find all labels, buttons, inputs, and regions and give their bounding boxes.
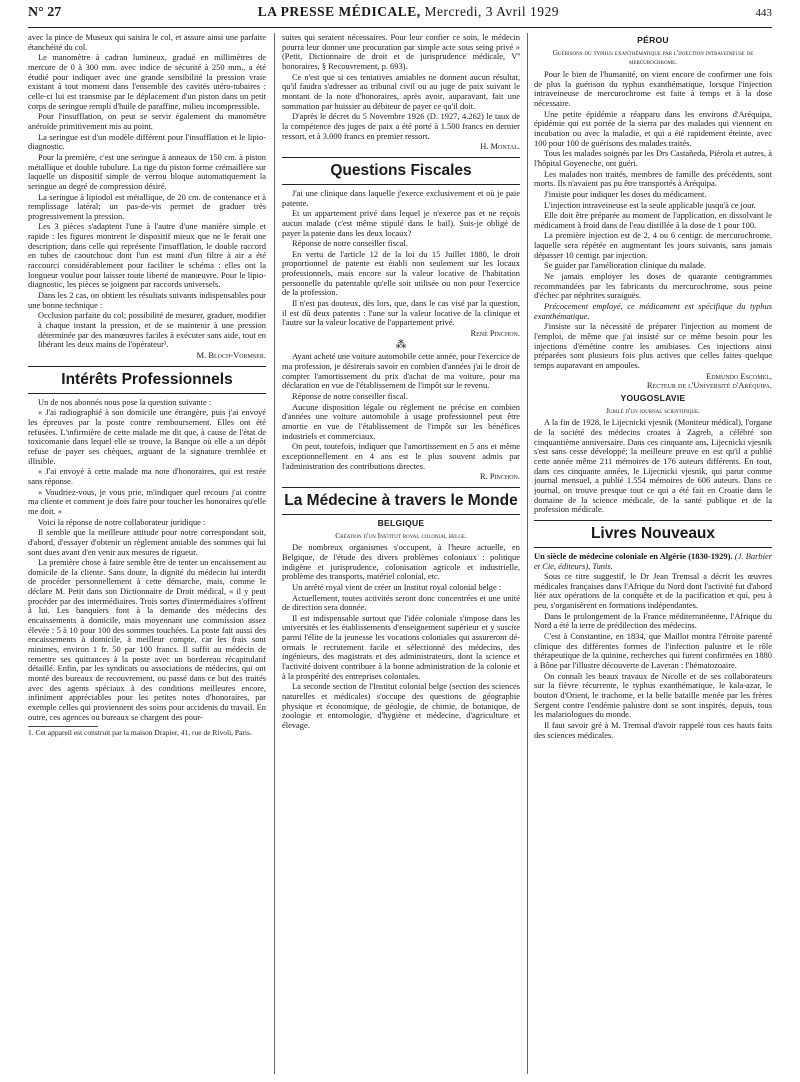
column-divider	[274, 33, 275, 1074]
author-signature: René Pinchon.	[470, 328, 520, 339]
section-heading-interets: Intérêts Professionnels	[28, 366, 266, 394]
paragraph: Un de nos abonnés nous pose la question suivante :	[38, 396, 212, 407]
paragraph: Le manomètre à cadran lumineux, gradué en millimètres de mercure de 0 à 300 mm. avec indice de sécurité à 250 mm., a été étudié pour indiquer avec une grande sensibilité la pression vraie existant à tout moment dans l'ensemble des cavités utéro-tubaires : celle-ci lui est transmise par le déplacement d'un piston dans un petit corps de seringue rempli d'huile de paraffine, milieu incompressible.	[28, 52, 266, 111]
article-subtitle: Jubilé d'un journal scientifique.	[606, 405, 700, 415]
paragraph: Les 3 pièces s'adaptent l'une à l'autre d'une manière simple et rapide : les figures montrent le dispositif mieux que ne le ferait une description; dans celle qui représente l'insufflation, le double raccord en tubes de caoutchouc dont l'un est muni d'un filtre à air a été raccourci considérablement pour faciliter le schéma : elles ont la longueur voulue pour laisser toute liberté de manœuvre. Pour le lipio-diagnostic, les pièces se joignent par raccords universels.	[28, 221, 266, 290]
footnote-rule	[28, 726, 98, 727]
paragraph: « J'ai radiographié à son domicile une étrangère, puis j'ai envoyé les épreuves par la poste contre remboursement. Elles ont été refusées. L'infirmière de cette malade me dit que, à cause de l'état de toxicomanie dans lequel elle se trouve, la Banque où elle a un dépôt refuse de payer ses chèques, arguant de la signature tremblée et illisible.	[28, 407, 266, 466]
journal-title	[258, 4, 559, 20]
section-heading-monde: La Médecine à travers le Monde	[282, 487, 520, 515]
paragraph: Actuellement, toutes activités seront donc concentrées et une unité de direction sera donnée.	[282, 592, 520, 613]
paragraph: Il n'est pas douteux, dès lors, que, dans le cas visé par la question, il est dû deux patentes : l'une sur la valeur locative de la clinique et l'autre sur la valeur locative de l'appartement privé.	[282, 298, 520, 328]
page-number: 443	[755, 7, 772, 19]
paragraph: La seringue à lipiodol est métallique, de 20 cm. de contenance et à remplissage latéral; un pas-de-vis permet de graduer très progressivement la pression.	[28, 191, 266, 221]
article-subtitle: Guérisons du typhus exanthématique par l'injection intraveineuse de mercurochrome.	[552, 47, 754, 67]
paragraph: « J'ai envoyé à cette malade ma note d'honoraires, qui est restée sans réponse.	[28, 466, 266, 486]
paragraph: Occlusion parfaite du col; possibilité de mesurer, graduer, modifier à chaque instant la pression, et de se maintenir à une pression déterminée par des manœuvres faciles à exécuter sans aide, tout en libérant les deux mains de l'opérateur¹.	[38, 310, 266, 350]
paragraph: Il est indispensable surtout que l'idée coloniale s'impose dans les universités et les établissements d'enseignement supérieur et y suscite parmi l'élite de la jeunesse les vocations coloniales qui assureront dé-ormais le recrutement facile et sélectionné des médecins, des ingénieurs, des magistrats et des administrateurs, dont la science et l'activité doivent contribuer à la bonne administration de la colonie et à la prospérité des entreprises coloniales.	[282, 612, 520, 681]
paragraph: Réponse de notre conseiller fiscal.	[292, 238, 408, 249]
author-signature: Edmundo Escomel,	[706, 370, 772, 381]
paragraph: Sous ce titre suggestif, le Dr Jean Tremsal a décrit les œuvres médicales françaises dans l'Afrique du Nord dont l'activité fut d'abord liée aux opérations de la conquête et de la pacification et qui, peu à peu, s'organisèrent en formations indépendantes.	[534, 571, 772, 611]
header-rule	[28, 27, 772, 28]
author-signature: H. Montal.	[480, 141, 520, 152]
page-header	[28, 4, 772, 26]
journal-name: LA PRESSE MÉDICALE,	[257, 4, 421, 19]
paragraph: Aucune disposition légale ou règlement ne précise en combien d'années une voiture automobile à usage professionnel peut être amortie en vue de l'établissement de l'impôt sur les bénéfices industriels et commerciaux.	[282, 401, 520, 441]
paragraph: Dans les 2 cas, on obtient les résultats suivants indispensables pour une bonne technique :	[28, 290, 266, 310]
paragraph: On peut, toutefois, indiquer que l'amortissement en 5 ans et même exceptionnellement en 4 ans est le plus souvent admis par l'administration des contributions directes.	[282, 441, 520, 471]
section-heading-fiscales: Questions Fiscales	[282, 157, 520, 185]
paragraph: Ne jamais employer les doses de quarante centigrammes recommandées par les fabricants du mercurochrome, sous peine d'échec par néphrites suraiguës.	[534, 271, 772, 301]
paragraph: J'insiste pour indiquer les doses du médicament.	[544, 188, 707, 199]
paragraph: Une petite épidémie a réapparu dans les environs d'Aréquipa, épidémie qui est portée de la sierra par des malades qui viennent en incubation ou avec la maladie, et qui a été rapidement éteinte, avec 100 pour 100 de guérisons des malades traités.	[534, 108, 772, 148]
paragraph: A la fin de 1928, le Lijecnicki vjesnik (Moniteur médical), l'organe de la société des médecins croates à Zagreb, a célébré son cinquantième anniversaire. Dans ces cinquante ans, Lijecnicki vjesnik s'est sans cesse développé; la meilleure preuve en est qu'il a publié cette année même 211 mémoires de 176 auteurs différents. En tout, dans ces cinquante années, le Lijecnicki vjesnik, qui parut comme journal mensuel, a publié 1.554 mémoires de 606 auteurs. Dans ce journal, on trouve presque tout ce qui a été fait en Croatie dans le domaine de la science médicale, de la santé publique et de la profession médicale.	[534, 417, 772, 515]
paragraph: Précocement employé, ce médicament est spécifique du typhus exanthématique.	[534, 301, 772, 321]
paragraph: D'après le décret du 5 Novembre 1926 (D. 1927, 4.262) le taux de la compétence des juges de paix a été porté à 1.500 francs en dernier ressort, et à 3.000 francs en premier ressort.	[282, 111, 520, 141]
paragraph: La seringue est d'un modèle différent pour l'insufflation et le lipio-diagnostic.	[28, 131, 266, 152]
column-3	[534, 33, 772, 1074]
paragraph: De nombreux organismes s'occupent, à l'heure actuelle, en Belgique, de l'étude des divers problèmes coloniaux : politique indigène et jurisprudence, colonisation agricole et industrielle, problème des transports, matériel colonial, etc.	[282, 542, 520, 582]
paragraph: On connaît les beaux travaux de Nicolle et de ses collaborateurs sur la fièvre récurrente, le typhus exanthématique, le kala-azar, le bouton d'Orient, le trachome, et la belle bataille menée par les frères Sergent contre l'endémie palustre dont se sont inspirés, depuis, tous les malariologues du monde.	[534, 670, 772, 720]
author-affiliation: Recteur de l'Université d'Aréquipa.	[646, 380, 772, 391]
paragraph: « Voudriez-vous, je vous prie, m'indiquer quel recours j'ai contre ma cliente et comment je dois faire pour toucher les honoraires qu'elle me doit. »	[28, 486, 266, 516]
paragraph: Pour la première, c'est une seringue à anneaux de 150 cm. à piston métallique et double tubulure. La tige du piston forme crémaillère sur laquelle un dispositif simple de verrou bloque automatiquement la seringue au degré de compression désiré.	[28, 151, 266, 191]
paragraph: L'injection intraveineuse est la seule applicable jusqu'à ce jour.	[544, 199, 756, 210]
paragraph: Elle doit être préparée au moment de l'application, en dissolvant le médicament à froid dans de l'eau distillée à la dose de 1 pour 100.	[534, 210, 772, 230]
book-title	[534, 552, 772, 571]
column-divider	[527, 33, 528, 1074]
book-publisher: (J. Barbier et Cie, éditeurs), Tunis.	[534, 550, 772, 571]
author-signature: M. Bloch-Vormser.	[196, 350, 266, 360]
country-heading-perou: PÉROU	[637, 35, 669, 45]
paragraph: Il faut savoir gré à M. Tremsal d'avoir rappelé tous ces hauts faits des sciences médicales.	[534, 720, 772, 740]
paragraph: Pour le bien de l'humanité, on vient encore de confirmer une fois de plus la guérison du typhus exanthématique, lorsque l'injection intraveineuse de mercurochrome est faite à temps et à la dose nécessaire.	[534, 68, 772, 108]
paragraph: Et un appartement privé dans lequel je n'exerce pas et ne reçois aucun malade (c'est même stipulé dans le bail). Suis-je obligé de payer la patente dans les deux locaux?	[282, 208, 520, 238]
paragraph: La première chose à faire semble être de tenter un encaissement au domicile de la cliente. Sans doute, la dignité du médecin lui interdit de procéder personnellement à cette démarche, mais, comme le déclare M. Petit dans son Dictionnaire de Droit médical, « il y peut procéder par des intermédiaires. Trois sortes d'intermédiaires s'offrent à lui. Les banquiers font à la demande des médecins des encaissements à domicile, mais moyennant une commission assez élevée : 5 à 10 pour 100 des sommes touchées. La poste fait aussi des encaissements à domicile, à meilleur compte, car les frais sont minimes, environ 1 fr. 50 par 100 francs. Il suffit au médecin de remettre ses quittances à la poste avec un bordereau récapitulatif détaillé. Enfin, par les syndicats ou associations de médecins, qui ont monté des bureaux de recouvrement, ou passé dans ce but des traités avec des agents spéciaux à des conditions meilleures encore, infiniment appréciables pour les petites notes d'honoraires, par exemple celles qui proviennent des soins pour accidents du travail. En outre, ces agences ou bureaux se chargent des pour-	[28, 557, 266, 722]
author-signature: R. Pinchon.	[480, 471, 520, 482]
section-heading-livres: Livres Nouveaux	[534, 520, 772, 548]
paragraph: Pour l'insufflation, on peut se servir également du manomètre anéroïde primitivement mis au point.	[28, 111, 266, 131]
footnote: 1. Cet appareil est construit par la maison Drapier, 41, rue de Rivoli, Paris.	[28, 728, 252, 738]
paragraph: J'ai une clinique dans laquelle j'exerce exclusivement et où je paie patente.	[282, 187, 520, 208]
paragraph: Ayant acheté une voiture automobile cette année, pour l'exercice de ma profession, je désirerais savoir en combien d'années j'ai le droit de compter l'amortissement du prix d'achat de ma voiture, pour ma déclaration en vue de l'établissement de l'impôt sur le revenu.	[282, 351, 520, 391]
book-title-text: Un siècle de médecine coloniale en Algérie (1830-1929).	[534, 550, 733, 561]
paragraph: Réponse de notre conseiller fiscal.	[292, 391, 408, 401]
paragraph: avec la pince de Museux qui saisira le col, et assure ainsi une parfaite étanchéité du col.	[28, 33, 266, 52]
paragraph: Voici la réponse de notre collaborateur juridique :	[38, 516, 206, 527]
paragraph: J'insiste sur la nécessité de préparer l'injection au moment de l'emploi, de même que j'ai insisté sur ce même besoin pour les injections d'émétine contre les amibiases. Ces injections ainsi préparées sont plusieurs fois plus actives que celles faites quelque temps auparavant en ampoules.	[534, 321, 772, 370]
asterism-separator: ⁂	[395, 338, 407, 351]
paragraph: La seconde section de l'Institut colonial belge (section des sciences naturelles et médicales) s'occupe des questions de géographie physique et économique, de géologie, de chimie, de botanique, de zoologie et entomologie, d'hygiène et médecine, d'agriculture et élevage.	[282, 681, 520, 731]
paragraph: Les malades non traités, membres de famille des précédents, sont morts. Ils n'avaient pas pu être transportés à Aréquipa.	[534, 168, 772, 189]
paragraph: Dans le prolongement de la France méditerranéenne, l'Afrique du Nord a été la terre de prédilection des médecins.	[534, 610, 772, 631]
paragraph: Un arrêté royal vient de créer un Institut royal colonial belge :	[292, 581, 502, 592]
article-subtitle: Création d'un Institut royal colonial belge.	[335, 530, 467, 540]
paragraph: suites qui seraient nécessaires. Pour leur confier ce soin, le médecin pourra leur donner une procuration par simple acte sous seing privé » (Petit, Dictionnaire de droit et de jurisprudence médicale, Vº honoraires, § Recouvrement, p. 693).	[282, 33, 520, 71]
paragraph: Ce n'est que si ces tentatives amiables ne donnent aucun résultat, qu'il faudra s'adresser au tribunal civil ou au juge de paix suivant le montant de la note d'honoraires, après avoir, auparavant, fait une sommation par huissier au débiteur de payer ce qu'il doit.	[282, 71, 520, 111]
column-2	[282, 33, 520, 1074]
column-1	[28, 33, 266, 1074]
paragraph: Il semble que la meilleure attitude pour notre correspondant soit, d'abord, d'essayer d'obtenir un règlement amiable des sommes qui lui sont dues avant d'en venir aux mesures de rigueur.	[28, 527, 266, 557]
issue-number: N° 27	[28, 5, 62, 20]
paragraph: En vertu de l'article 12 de la loi du 15 Juillet 1880, le droit proportionnel de patente est établi non seulement sur les locaux professionnels, mais encore sur la valeur locative de l'habitation personnelle du patentable qu'elle soit utilisée ou non pour l'exercice de la profession.	[282, 248, 520, 298]
paragraph: C'est à Constantine, en 1834, que Maillot montra l'étroite parenté clinique des différentes formes de l'infection palustre et le rôle thérapeutique de la quinine, recherches qui furent confirmées en 1880 à Bône par l'illustre découverte de Laveran : l'hématozoaire.	[534, 631, 772, 671]
country-heading-belgique: BELGIQUE	[377, 517, 425, 528]
paragraph: Se guider par l'amélioration clinique du malade.	[544, 260, 707, 271]
country-heading-yougoslavie: YOUGOSLAVIE	[620, 392, 686, 403]
paragraph: Tous les malades soignés par les Drs Castañeda, Piérola et autres, à l'hôpital Goyeneche, ont guéri.	[534, 148, 772, 168]
issue-date: Mercredi, 3 Avril 1929	[424, 4, 559, 19]
paragraph: La première injection est de 2, 4 ou 6 centigr. de mercurochrome, laquelle sera répétée en augmentant les jours suivants, sans jamais dépasser 10 centigr. par injection.	[534, 230, 772, 260]
